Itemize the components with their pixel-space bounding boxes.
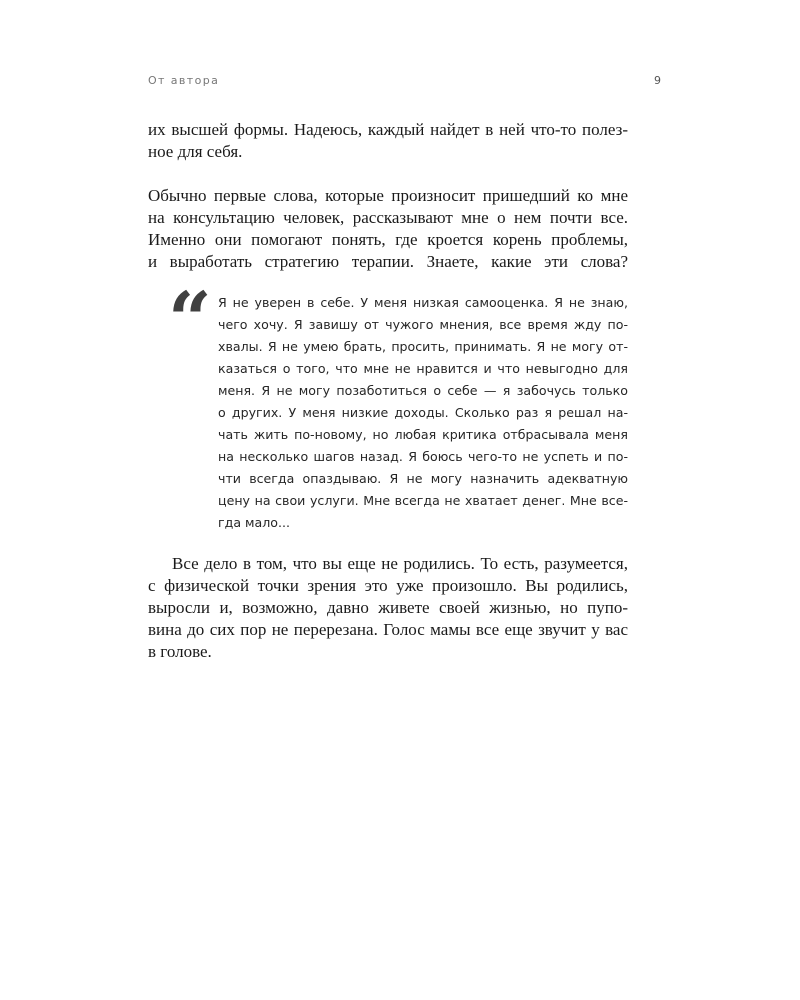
text-line: Именно они помогают понять, где кроется корень проблемы, (148, 230, 628, 249)
quote-line: Я не уверен в себе. У меня низкая самооценка. Я не знаю, (218, 295, 628, 310)
quote-line: чать жить по-новому, но любая критика отбрасывала меня (218, 427, 628, 442)
quote-line: чего хочу. Я завишу от чужого мнения, все время жду по- (218, 317, 628, 332)
page-number: 9 (654, 74, 661, 87)
text-line: их высшей формы. Надеюсь, каждый найдет в ней что-то полез- (148, 120, 628, 139)
quote-line: цену на свои услуги. Мне всегда не хватает денег. Мне все- (218, 493, 628, 508)
quote-line: казаться о того, что мне не нравится и что невыгодно для (218, 361, 628, 376)
text-line: в голове. (148, 642, 212, 661)
text-line: Все дело в том, что вы еще не родились. То есть, разумеется, (172, 554, 628, 573)
quote-line: о других. У меня низкие доходы. Сколько раз я решал на- (218, 405, 628, 420)
quote-mark-icon: “ (168, 275, 212, 364)
quote-line: гда мало... (218, 515, 291, 530)
text-line: на консультацию человек, рассказывают мне о нем почти все. (148, 208, 628, 227)
text-line: Обычно первые слова, которые произносит пришедший ко мне (148, 186, 628, 205)
text-line: выросли и, возможно, давно живете своей жизнью, но пупо- (148, 598, 628, 617)
text-line: вина до сих пор не перерезана. Голос мамы все еще звучит у вас (148, 620, 628, 639)
quote-line: хвалы. Я не умею брать, просить, принимать. Я не могу от- (218, 339, 628, 354)
quote-line: меня. Я не могу позаботиться о себе — я забочусь только (218, 383, 628, 398)
text-line: ное для себя. (148, 142, 243, 161)
quote-line: на несколько шагов назад. Я боюсь чего-то не успеть и по- (218, 449, 628, 464)
text-line: с физической точки зрения это уже произошло. Вы родились, (148, 576, 628, 595)
text-line: и выработать стратегию терапии. Знаете, какие эти слова? (148, 252, 628, 271)
running-header: От автора (148, 74, 220, 87)
quote-line: чти всегда опаздываю. Я не могу назначить адекватную (218, 471, 628, 486)
